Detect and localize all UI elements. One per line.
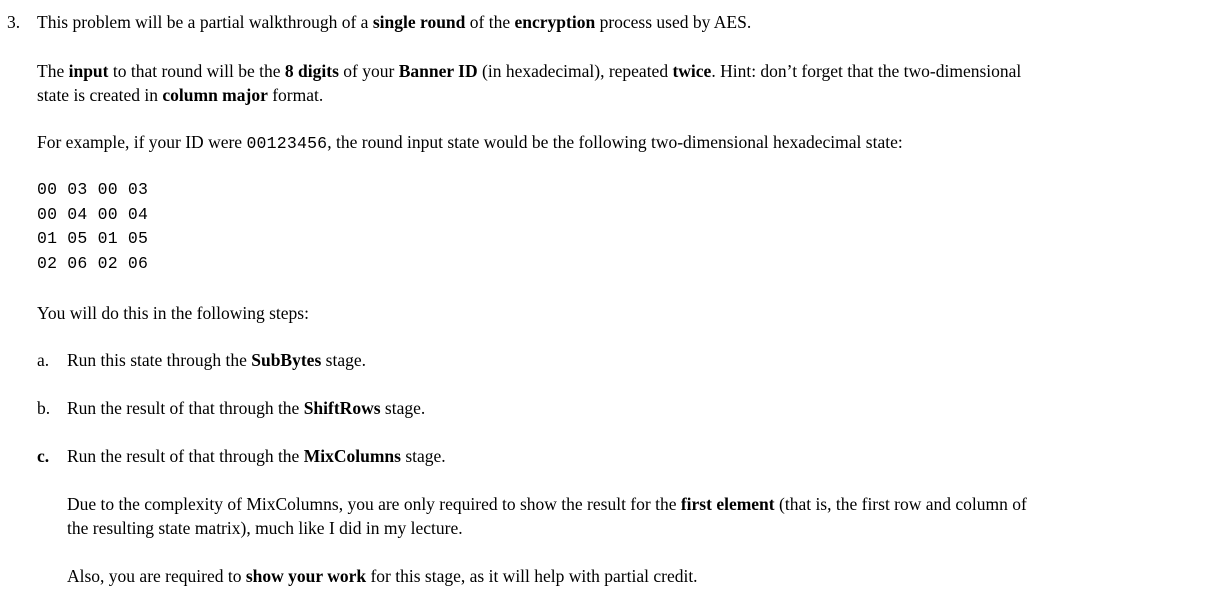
emphasis-mixcolumns: MixColumns bbox=[303, 446, 401, 466]
example-line bbox=[37, 130, 903, 156]
state-row: 00 04 00 04 bbox=[37, 204, 149, 224]
text: (in hexadecimal), repeated bbox=[477, 61, 673, 81]
text: For example, if your ID were bbox=[37, 132, 247, 152]
text: Due to the complexity of MixColumns, you are only required to show the result for the bbox=[67, 494, 681, 514]
intro-emphasis-encryption: encryption bbox=[514, 12, 596, 32]
mix-note-line-2: the resulting state matrix), much like I did in my lecture. bbox=[67, 518, 463, 538]
step-label: a. bbox=[37, 350, 50, 370]
emphasis-first-element: first element bbox=[680, 494, 775, 514]
text: to that round will be the bbox=[108, 61, 285, 81]
intro-emphasis-single-round: single round bbox=[372, 12, 466, 32]
intro-text: process used by AES. bbox=[595, 12, 752, 32]
input-para-line-1 bbox=[37, 59, 1021, 83]
text: Run the result of that through the bbox=[67, 446, 304, 466]
step-b bbox=[67, 396, 425, 420]
emphasis-shiftrows: ShiftRows bbox=[303, 398, 381, 418]
state-row: 01 05 01 05 bbox=[37, 229, 149, 248]
step-c bbox=[67, 444, 446, 468]
step-label: c. bbox=[37, 446, 50, 466]
input-para-line-2 bbox=[37, 83, 323, 107]
emphasis-twice: twice bbox=[672, 61, 712, 81]
work-note bbox=[67, 564, 698, 588]
mix-note-line-1 bbox=[67, 492, 1027, 516]
text: stage. bbox=[400, 446, 446, 466]
emphasis-column-major: column major bbox=[162, 85, 268, 105]
text: , the round input state would be the following two-dimensional hexadecimal state: bbox=[327, 132, 903, 152]
text: format. bbox=[267, 85, 324, 105]
state-matrix bbox=[37, 178, 148, 276]
steps-intro: You will do this in the following steps: bbox=[37, 303, 309, 323]
intro-line bbox=[37, 10, 751, 34]
text: of your bbox=[338, 61, 399, 81]
text: (that is, the first row and column of bbox=[774, 494, 1027, 514]
problem-number: 3. bbox=[7, 12, 21, 32]
intro-text: of the bbox=[465, 12, 515, 32]
emphasis-input: input bbox=[68, 61, 109, 81]
state-row: 00 03 00 03 bbox=[37, 180, 149, 199]
text: for this stage, as it will help with partial credit. bbox=[366, 566, 698, 586]
text: state is created in bbox=[37, 85, 163, 105]
intro-text: This problem will be a partial walkthrough of a bbox=[37, 12, 373, 32]
step-a bbox=[67, 348, 366, 372]
example-id: 00123456 bbox=[246, 134, 328, 153]
text: The bbox=[37, 61, 69, 81]
emphasis-show-your-work: show your work bbox=[245, 566, 367, 586]
text: Run this state through the bbox=[67, 350, 252, 370]
emphasis-banner-id: Banner ID bbox=[398, 61, 478, 81]
text: stage. bbox=[321, 350, 366, 370]
text: stage. bbox=[380, 398, 426, 418]
emphasis-subbytes: SubBytes bbox=[251, 350, 322, 370]
text: . Hint: don’t forget that the two-dimensional bbox=[711, 61, 1022, 81]
text: Run the result of that through the bbox=[67, 398, 304, 418]
emphasis-8-digits: 8 digits bbox=[284, 61, 339, 81]
text: Also, you are required to bbox=[67, 566, 246, 586]
state-row: 02 06 02 06 bbox=[37, 253, 149, 273]
step-label: b. bbox=[37, 398, 51, 418]
